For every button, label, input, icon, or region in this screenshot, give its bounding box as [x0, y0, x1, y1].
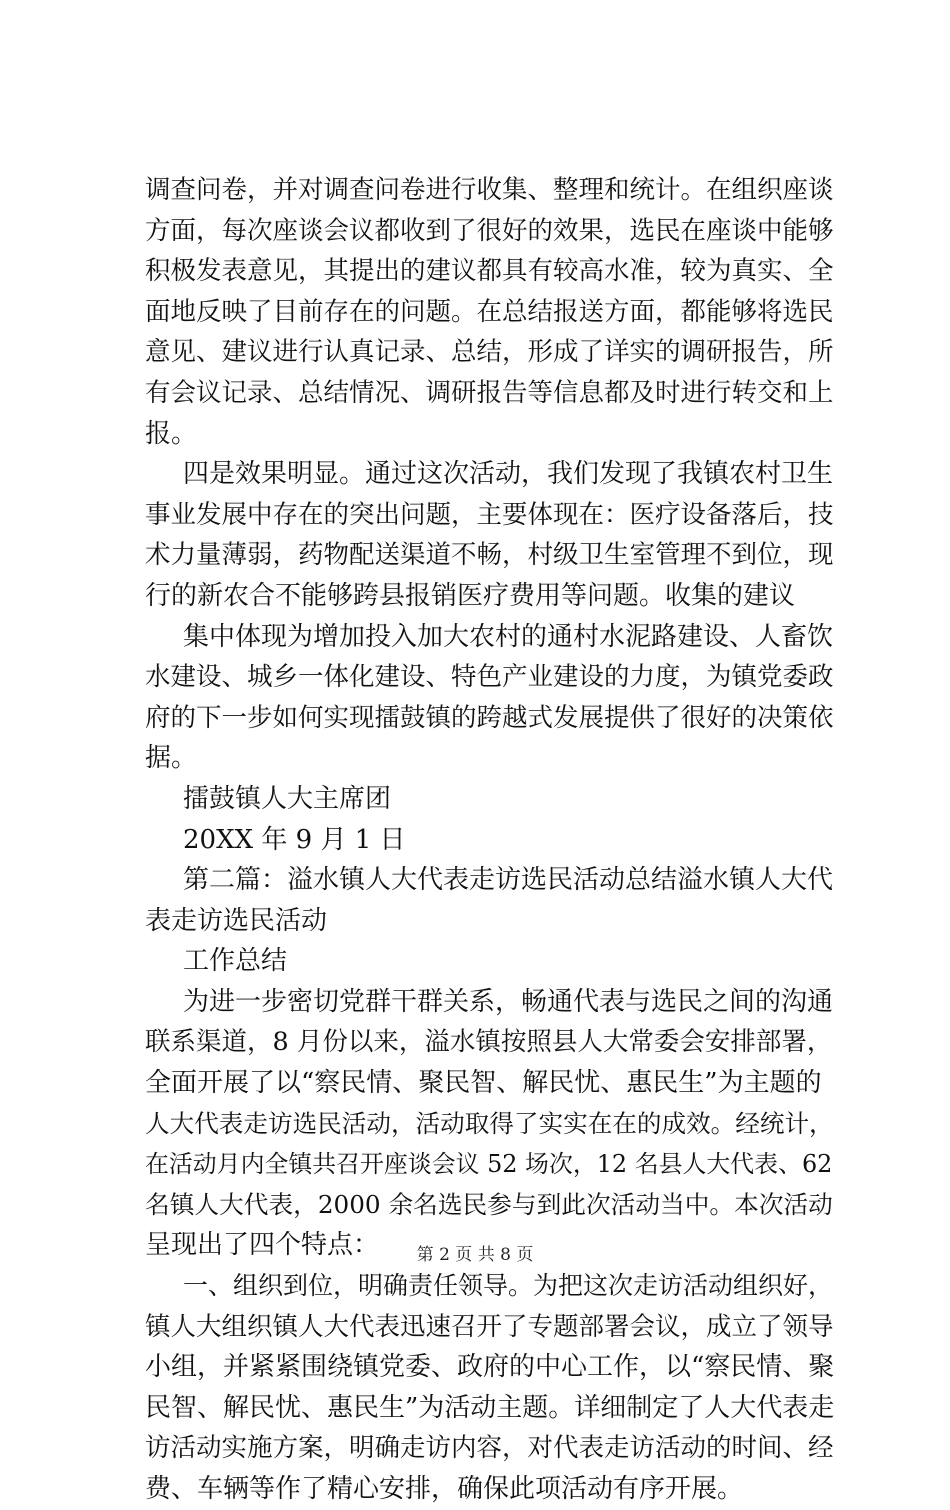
text-line: 第二篇：溢水镇人大代表走访选民活动总结溢水镇人大代	[183, 865, 834, 896]
text-line: 集中体现为增加投入加大农村的通村水泥路建设、人畜饮	[183, 621, 834, 652]
text-line: 报。	[145, 418, 198, 449]
text-line: 行的新农合不能够跨县报销医疗费用等问题。收集的建议	[145, 580, 796, 611]
text-line: 20XX 年 9 月 1 日	[183, 824, 406, 855]
text-line: 民智、解民忧、惠民生”为活动主题。详细制定了人大代表走	[145, 1392, 835, 1423]
text-line: 面地反映了目前存在的问题。在总结报送方面，都能够将选民	[145, 296, 834, 327]
text-line: 联系渠道，8 月份以来，溢水镇按照县人大常委会安排部署，	[145, 1027, 833, 1058]
text-line: 在活动月内全镇共召开座谈会议 52 场次，12 名县人大代表、62	[145, 1150, 833, 1179]
text-line: 镇人大组织镇人大代表迅速召开了专题部署会议，成立了领导	[145, 1311, 834, 1342]
text-line: 名镇人大代表，2000 余名选民参与到此次活动当中。本次活动	[145, 1189, 833, 1219]
text-line: 费、车辆等作了精心安排，确保此项活动有序开展。	[145, 1474, 744, 1504]
text-line: 据。	[145, 743, 198, 774]
page-footer: 第 2 页 共 8 页	[416, 1245, 534, 1265]
text-line: 小组，并紧紧围绕镇党委、政府的中心工作，以“察民情、聚	[145, 1352, 835, 1383]
text-line: 调查问卷，并对调查问卷进行收集、整理和统计。在组织座谈	[145, 175, 834, 205]
text-line: 工作总结	[183, 946, 288, 977]
text-line: 呈现出了四个特点：	[145, 1230, 380, 1261]
text-line: 访活动实施方案，明确走访内容，对代表走访活动的时间、经	[145, 1433, 834, 1464]
text-line: 人大代表走访选民活动，活动取得了实实在在的成效。经统计，	[145, 1108, 834, 1138]
text-line: 事业发展中存在的突出问题，主要体现在：医疗设备落后，技	[145, 499, 834, 530]
document-body	[145, 170, 835, 1510]
text-line: 四是效果明显。通过这次活动，我们发现了我镇农村卫生	[183, 459, 834, 490]
text-line: 擂鼓镇人大主席团	[183, 783, 392, 814]
text-line: 表走访选民活动	[145, 905, 328, 936]
text-line: 为进一步密切党群干群关系，畅通代表与选民之间的沟通	[183, 986, 834, 1017]
text-line: 一、组织到位，明确责任领导。为把这次走访活动组织好，	[183, 1271, 834, 1301]
text-line: 有会议记录、总结情况、调研报告等信息都及时进行转交和上	[145, 377, 834, 408]
text-line: 积极发表意见，其提出的建议都具有较高水准，较为真实、全	[145, 256, 834, 287]
text-line: 全面开展了以“察民情、聚民智、解民忧、惠民生”为主题的	[145, 1068, 822, 1099]
text-line: 府的下一步如何实现擂鼓镇的跨越式发展提供了很好的决策依	[145, 702, 834, 733]
text-line: 水建设、城乡一体化建设、特色产业建设的力度，为镇党委政	[145, 662, 834, 693]
text-line: 意见、建议进行认真记录、总结，形成了详实的调研报告，所	[145, 337, 834, 368]
text-line: 术力量薄弱，药物配送渠道不畅，村级卫生室管理不到位，现	[145, 540, 834, 571]
text-line: 方面，每次座谈会议都收到了很好的效果，选民在座谈中能够	[145, 215, 834, 246]
